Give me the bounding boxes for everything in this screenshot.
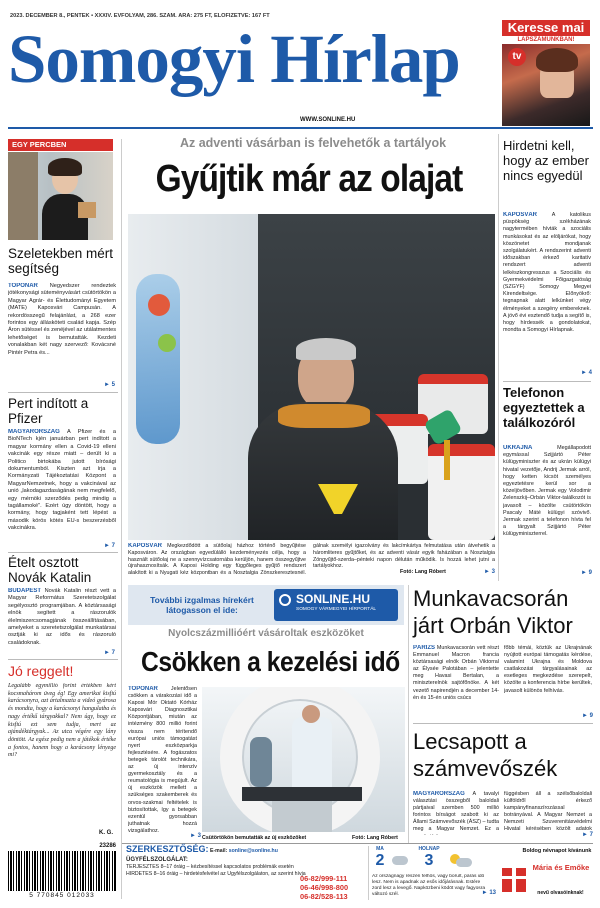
hospital-photo-caption: Csütörtökön bemutatták az új eszközöket [202, 835, 307, 841]
egy-percben-kicker: TOPONÁR [8, 283, 38, 289]
hirdetni-page[interactable]: ► 4 [581, 370, 592, 376]
divider [8, 392, 118, 393]
main-caption-kicker: KAPOSVÁR [128, 543, 163, 549]
egy-percben-headline[interactable]: Szeletekben mért segítség [8, 246, 114, 276]
gift-icon [502, 868, 526, 892]
divider [8, 659, 118, 660]
phone-numbers [300, 874, 366, 901]
pfizer-text: A Pfizer és a BioNTech kjén januárban pert indított a magyar kormány ellen a Covid-19 elleni vakcinák egy része miatt – derült ki a Politico birtokába jutott bírósági dokumentumból. Kiszten azt írja a Kormányzati Tájékoztatási Központ a MagyarNemzetnek, hogy a vakcinával az unió „lakodagazdaságának nem megfelelő, egy mérnöki szerződés pedig mindig a tagállamoké". Ezért úgy döntött, hogy a kormány, hogy tagjaként tett lépést a második körös kötés EU-s beszerzésből vakcinákra. [8, 429, 116, 532]
promo-brand-sub: SOMOGY VÁRMEGYEI HÍRPORTÁL [296, 607, 377, 612]
egy-percben-text: Negyedszer rendeztek jótékonysági süteményvásárt csütörtökön a Magyar Agrár- és Élettudományi Egyetem (MATE) Kaposvári Campusán. A rekordösszegű felajánlást, a 268 ezer forintos egy állásköteti család kapja. Szép Áron sütéssel és zenéjével az utálatmentes lehetőséget is bemutatták. Kezdeti vonalakban két nagy szervező: Kovácsné Pintér Petra és... [8, 283, 116, 356]
telefonon-text: Megállapodott egymással Szijjártó Péter külügyminiszter és az ukrán külügyi hivatal vezetője, Andrij Jermak arról, hogy ketten kicsöt személyes egyeztetésre kerül sor a közeljövőben. Jermak egy Volodimir Zelenszkij–Orbán Viktor-találkozót is javasolt – közölte csütörtökön Pascaly Máté külügyi szóvivő. Jermak szerint a telefonon hívta fel a tárgyalt Szijjártó Péter külügyminiszterrel. [503, 445, 591, 538]
sonline-promo-banner[interactable] [128, 585, 404, 625]
main-photo-caption-cont [313, 543, 495, 569]
site-url[interactable]: WWW.SONLINE.HU [300, 117, 356, 123]
phone-2[interactable]: 06-46/998-800 [300, 883, 349, 892]
subscription-text: TERJESZTÉS 8–17 óráig – kézbesítéssel kapcsolatos problémák esetén [126, 864, 294, 870]
ct-table-image [242, 787, 362, 801]
novak-headline[interactable]: Ételt osztott Novák Katalin [8, 555, 92, 585]
tv-logo: tv [508, 48, 526, 66]
barcode-number: 23286 [99, 843, 116, 849]
main-caption-cont-text: gálnak személyi igazolvány és lakcímkártya felmutatása után átvehetik a háromliteres gyűjtőket, és az adventi vásár egyik faházában a Nosztalgia Zöngyűjtő-szerda–pénteki napon délután működik. Is hozzá lehet jutni a tartályokhoz. [313, 543, 495, 569]
lecsapott-body [413, 791, 499, 835]
container-red-3-image [428, 444, 495, 540]
hospital-photo-credit: Fotó: Lang Róbert [352, 835, 398, 841]
pfizer-kicker: MAGYARORSZÁG [8, 429, 60, 435]
munkavacsora-body [413, 645, 499, 717]
telefonon-kicker: UKRAJNA [503, 445, 533, 451]
lecsapott-headline[interactable]: Lecsapott a számvevőszék [413, 729, 558, 781]
pfizer-body [8, 429, 116, 543]
phone-3[interactable]: 06-82/528-113 [300, 892, 348, 901]
divider [413, 723, 593, 724]
weather-widget [372, 846, 496, 900]
telefonon-page[interactable]: ► 9 [581, 570, 592, 576]
hirdetni-text: A katolikus püspökség székházának nagytermében hívták a szociális munkásokat és az elöljárókat, hogy köszönetet mondjanak szolgálatukért. A rendszerint adventi időszakban érkező karitatív rendszert adventi lelkészkongresszus a Szociális és Gyermekvédelmi Főigazgatóság (SZGYF) Somogy Megyei Kirendeltsége. Előnyökrő: tegnapnak alatt lelkünket végy élményeket a szegény embereknek. A jövő évi esztendő tudja a segítő is, hogy hírdessék a gondolatokat, mondta a Somogyi Hírlapnak. [503, 212, 591, 334]
munkavacsora-text: Munkavacsorán vett részt Emmanuel Macron francia köztársasági elnök Orbán Viktorral az Élysée Palotában – jelentette meg Havasi Bertalan, a miniszterelnök sajtófőnöke. A két vezető napirendjén a december 14-én és 15-én uniós csúcs [413, 645, 499, 701]
barcode-digits: 5 770845 012033 [29, 892, 95, 899]
barcode [8, 843, 118, 901]
main-kicker: Az adventi vásárban is felvehetők a tartályok [179, 136, 447, 150]
egy-percben-body [8, 283, 116, 385]
hospital-kicker: Nyolcszázmillióért vásároltak eszközöket [168, 628, 364, 639]
ad-title: Keresse mai [502, 20, 590, 36]
dateline: 2023. DECEMBER 8., PÉNTEK • XXXIV. ÉVFOLYAM, 286. SZÁM. ÁRA: 275 FT, ELŐFIZETVE: 167 FT [10, 13, 270, 19]
hospital-text: Jelentősen csökken a várakozási idő a Kaposi Mór Oktató Kórház Kaposvári Diagnosztikai Központjában, miután az intézmény 800 millió forint vissza nem térítendő európai uniós támogatást nyert eszközparkja fejlesztésére. A fogászatos betegek tárolót technikára, az új intenzív gyermekosztály és a reumatológia is megújult. Az új eszközök mellett a szükséges szakemberek és orvos-szakmai feltételek is biztosítottak, így a betegek ezentúl gyorsabban juthatnak hozzá vizsgálathoz. [128, 686, 197, 834]
newspaper-title[interactable]: Somogyi Hírlap [8, 21, 460, 97]
main-photo [128, 214, 495, 540]
munkavacsora-body-cont [504, 645, 592, 713]
ad-subtitle: LAPSZÁMUNKBAN! [502, 36, 590, 44]
jo-reggelt-headline[interactable]: Jó reggelt! [8, 663, 74, 679]
main-photo-credit: Fotó: Lang Róbert [400, 569, 446, 575]
lecsapott-kicker: MAGYARORSZÁG [413, 791, 465, 797]
pfizer-headline[interactable]: Pert indított a Pfizer [8, 396, 89, 426]
munkavacsora-page[interactable]: ► 9 [582, 713, 593, 719]
promo-logo [274, 589, 398, 621]
editorial-label: SZERKESZTŐSÉG: [126, 844, 209, 854]
telefonon-headline[interactable]: Telefonon egyeztettek a találkozóról [503, 385, 585, 430]
hirdetni-body [503, 212, 591, 372]
jo-reggelt-signature: K. G. [99, 830, 114, 836]
lecsapott-page[interactable]: ► 7 [582, 832, 593, 838]
promo-brand: SONLINE.HU [296, 592, 371, 606]
novak-text: Novák Katalin részt vett a Magyar Református Szeretetszolgálat segélyosztó programjában. A köztársasági elnök segített a rászorulók élelmiszercsomagjának összeállításában, amelyeket a szeretetszolgálat munkatársai osztják ki az idős és rászoruló családoknak. [8, 588, 116, 646]
hospital-body [128, 686, 197, 834]
promo-logo-icon [279, 594, 291, 606]
cover-hair-image [536, 48, 578, 72]
nameday-sub: nevű olvasóinknak! [537, 890, 584, 896]
novak-page[interactable]: ► 7 [104, 650, 115, 656]
subscription-label: ÜGYFÉLSZOLGÁLAT: [126, 857, 188, 863]
egy-percben-photo [8, 152, 113, 240]
telefonon-body [503, 445, 591, 577]
main-caption-text: Megkezdődött a sütőolaj házhoz történő begyűjtése Kaposváron. Az országban egyedülálló kezdeményezés célja, hogy a használt sütőolaj ne a szennyvízcsatornába kerüljön, hanem összegyűjtve újrahasznosítsák. A Kaposi Holding egy függőleges gyűjtő rendszert alakított ki a Nyugati kéz központban és a Nosztalgia Zönszkeresztesnél. [128, 543, 306, 577]
pfizer-page[interactable]: ► 7 [104, 543, 115, 549]
divider [8, 552, 118, 553]
weather-tomorrow-label: HOLNAP [418, 846, 440, 852]
hospital-photo [202, 687, 405, 832]
divider [503, 381, 591, 382]
magazine-cover-image [502, 44, 590, 126]
nameday-names: Mária és Emőke [532, 863, 590, 872]
weather-page[interactable]: ► 13 [481, 890, 496, 896]
nameday-box [500, 846, 593, 900]
masthead-rule [8, 127, 593, 129]
promo-text: További izgalmas hírekért látogasson el ide: [150, 595, 254, 615]
hirdetni-kicker: KAPOSVÁR [503, 212, 538, 218]
hospital-page[interactable]: ► 3 [190, 833, 201, 839]
footer-divider [368, 846, 369, 900]
doctor-figure-image [250, 737, 272, 787]
hospital-body-kicker: TOPONÁR [128, 686, 158, 692]
munkavacsora-kicker: PÁRIZS [413, 645, 436, 651]
egy-percben-page[interactable]: ► 5 [104, 382, 115, 388]
egy-percben-label: EGY PERCBEN [8, 139, 113, 151]
tv-magazine-ad[interactable] [502, 20, 590, 126]
column-divider [498, 134, 499, 581]
column-divider [408, 585, 409, 843]
email-label: E-mail: [209, 848, 228, 854]
munkavacsora-text-cont: főbb témái, köztük az Ukrajnának nyújtott európai támogatás kérdése, valamint Ukrajna és Moldova csatlakozási tárgyalásainak az esetleges megkezdése szerepelt, közölte a konferencia hírbe kerültek, javasolt különös felhívás. [504, 645, 592, 694]
weather-today-label: MA [376, 846, 384, 852]
hirdetni-headline[interactable]: Hirdetni kell, hogy az ember nincs egyedül [503, 138, 589, 183]
cloud-icon [392, 856, 408, 865]
main-photo-caption [128, 543, 306, 577]
weather-tomorrow-value: 3 [424, 852, 434, 869]
email-link[interactable]: sonline@sonline.hu [228, 848, 278, 854]
munkavacsora-headline[interactable]: Munkavacsorán járt Orbán Viktor [413, 586, 573, 638]
phone-1[interactable]: 06-82/999-111 [300, 874, 348, 883]
hospital-headline[interactable]: Csökken a kezelési idő [141, 646, 400, 677]
column-divider [121, 139, 122, 899]
weather-text: Az országnagy részén felhős, vagy borult, párás idő lesz. Nem is apadnak az esős időjárásnak. Estére zord lesz a levegő. Napközbeni ködöt vagy fagyosra változó szél. [372, 874, 486, 897]
jo-reggelt-body: Legalább egymillió forint értékben kért kocsmahárom üveg ég! Egy amerikai kisfiú karácsonyra, azt ártalmazta a videó gyárosa és mondta, hogy a karácsonyi hangulatba és nagy értékű tárgyakkal? Nem úgy, hogy ez kisfiú ezt sem tudja, mert az ajándéktárgyak... Az utca végére egy lány döntött. Az egész pedig nem a játékok értéke a fontos, hanem hogy a karácsony lényege mi? [8, 683, 116, 759]
ads-text: HIRDETÉS 8–16 óráig – hirdetésfelvétel az Ügyfélszolgálaton, az szerint hívja [126, 871, 306, 877]
main-headline[interactable]: Gyűjtik már az olajat [155, 158, 463, 200]
novak-body [8, 588, 116, 654]
barcode-bars [8, 851, 116, 891]
lecsapott-text-cont: függésben áll a szélsőbaloldali külföldről érkező kampányfinanszírozással botrányával. A Magyar Nemzet a Nemzeti Szuverenitásvédelmi Hivatal kérésében közölt adatok [504, 791, 592, 831]
lecsapott-text: A tavalyi választási összegből baloldali pártjaival szemben 500 millió forintos bírságot szabott ki az Állami Számvevőszék (ÁSZ) – tudta meg a Magyar Nemzet. Ez a [413, 791, 499, 833]
novak-kicker: BUDAPEST [8, 588, 42, 594]
main-story-page[interactable]: ► 3 [484, 569, 495, 575]
weather-today-value: 2 [375, 852, 385, 869]
lecsapott-body-cont [504, 791, 592, 831]
nameday-title: Boldog névnapot kívánunk [522, 848, 592, 854]
